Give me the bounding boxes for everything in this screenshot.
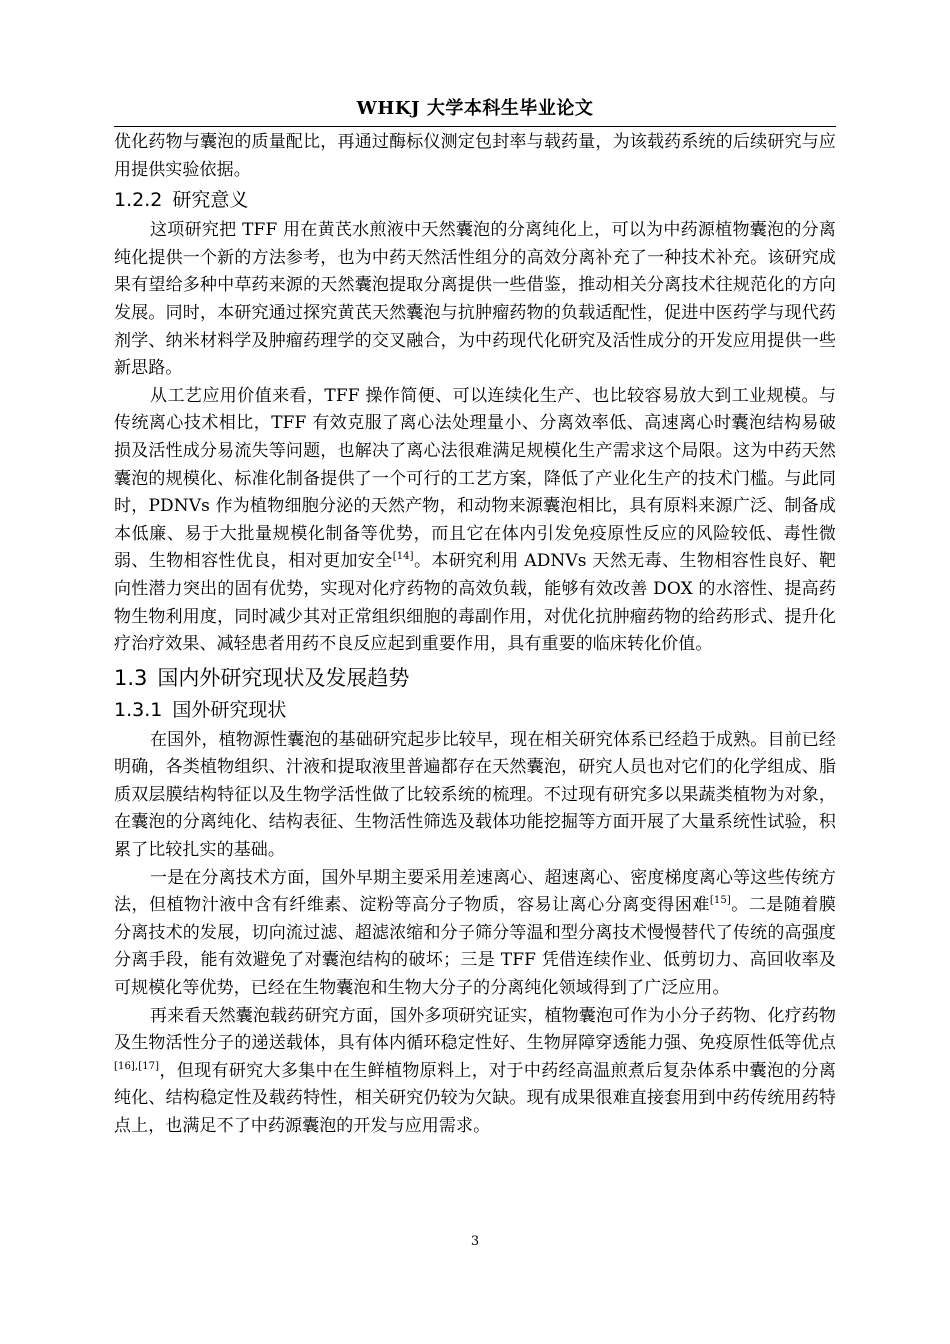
section-title: 国外研究现状 (172, 698, 287, 721)
paragraph-significance: 这项研究把 TFF 用在黄芪水煎液中天然囊泡的分离纯化上，可以为中药源植物囊泡的分离纯化提供一个新的方法参考，也为中药天然活性组分的高效分离补充了一种技术补充。该研究成果有望给多种中草药来源的天然囊泡提取分离提供一些借鉴，推动相关分离技术往规范化的方向发展。同时，本研究通过探究黄芪天然囊泡与抗肿瘤药物的负载适配性，促进中医药学与现代药剂学、纳米材料学及肿瘤药理学的交叉融合，为中药现代化研究及活性成分的开发应用提供一些新思路。 (114, 220, 836, 379)
document-body (114, 129, 836, 1141)
paragraph-text: 再来看天然囊泡载药研究方面，国外多项研究证实，植物囊泡可作为小分子药物、化疗药物及生物活性分子的递送载体，具有体内循环稳定性好、生物屏障穿透能力强、免疫原性低等优点 (114, 1005, 836, 1054)
paragraph-text: 一是在分离技术方面，国外早期主要采用差速离心、超速离心、密度梯度离心等这些传统方法，但植物汁液中含有纤维素、淀粉等高分子物质，容易让离心分离变得困难 (114, 867, 836, 916)
section-heading-1-3-1 (114, 696, 836, 724)
paragraph-text: ，但现有研究大多集中在生鲜植物原料上，对于中药经高温煎煮后复杂体系中囊泡的分离纯化、结构稳定性及载药特性，相关研究仍较为欠缺。现有成果很难直接套用到中药传统用药特点上，也满足不了中药源囊泡的开发与应用需求。 (114, 1060, 836, 1136)
section-title: 研究意义 (172, 189, 249, 212)
section-heading-1-2-2 (114, 186, 836, 214)
section-title: 国内外研究现状及发展趋势 (157, 665, 410, 690)
section-heading-1-3 (114, 662, 836, 694)
citation-ref: [15] (709, 895, 731, 907)
paragraph-process-value (114, 383, 836, 659)
page-number: 3 (470, 1234, 480, 1249)
paragraph-text: 从工艺应用价值来看，TFF 操作简便、可以连续化生产、也比较容易放大到工业规模。与传统离心技术相比，TFF 有效克服了离心法处理量小、分离效率低、高速离心时囊泡结构易破损及活性成分易流失等问题，也解决了离心法很难满足规模化生产需求这个局限。这为中药天然囊泡的规模化、标准化制备提供了一个可行的工艺方案，降低了产业化生产的技术门槛。与此同时，PDNVs 作为植物细胞分泌的天然产物，和动物来源囊泡相比，具有原料来源广泛、制备成本低廉、易于大批量规模化制备等优势，而且它在体内引发免疫原性反应的风险较低、毒性微弱、生物相容性优良，相对更加安全 (114, 385, 836, 572)
page-header-title: WHKJ 大学本科生毕业论文 (356, 98, 594, 119)
paragraph-text: 。本研究利用 ADNVs 天然无毒、生物相容性良好、靶向性潜力突出的固有优势，实现对化疗药物的高效负载，能够有效改善 DOX 的水溶性、提高药物生物利用度，同时减少其对正常组织细胞的毒副作用，对优化抗肿瘤药物的给药形式、提升化疗治疗效果、减轻患者用药不良反应起到重要作用，具有重要的临床转化价值。 (114, 551, 836, 655)
header-rule (114, 126, 836, 127)
section-number: 1.3.1 (114, 698, 163, 721)
paragraph-separation-tech (114, 865, 836, 1003)
citation-ref: [14] (392, 551, 414, 563)
paragraph-foreign-research: 在国外，植物源性囊泡的基础研究起步比较早，现在相关研究体系已经趋于成熟。目前已经明确，各类植物组织、汁液和提取液里普遍都存在天然囊泡，研究人员也对它们的化学组成、脂质双层膜结构特征以及生物学活性做了比较系统的梳理。不过现有研究多以果蔬类植物为对象，在囊泡的分离纯化、结构表征、生物活性筛选及载体功能挖掘等方面开展了大量系统性试验，积累了比较扎实的基础。 (114, 729, 836, 861)
paragraph-drug-loading (114, 1003, 836, 1141)
section-number: 1.3 (114, 665, 148, 690)
section-number: 1.2.2 (114, 189, 163, 212)
citation-ref: [16],[17] (114, 1060, 160, 1072)
paragraph-continued: 优化药物与囊泡的质量配比，再通过酶标仪测定包封率与载药量，为该载药系统的后续研究与应用提供实验依据。 (114, 132, 836, 180)
paragraph-text: 。二是随着膜分离技术的发展，切向流过滤、超滤浓缩和分子筛分等温和型分离技术慢慢替代了传统的高强度分离手段，能有效避免了对囊泡结构的破坏；三是 TFF 凭借连续作业、低剪切力、高回收率及可规模化等优势，已经在生物囊泡和生物大分子的分离纯化领域得到了广泛应用。 (114, 895, 836, 999)
